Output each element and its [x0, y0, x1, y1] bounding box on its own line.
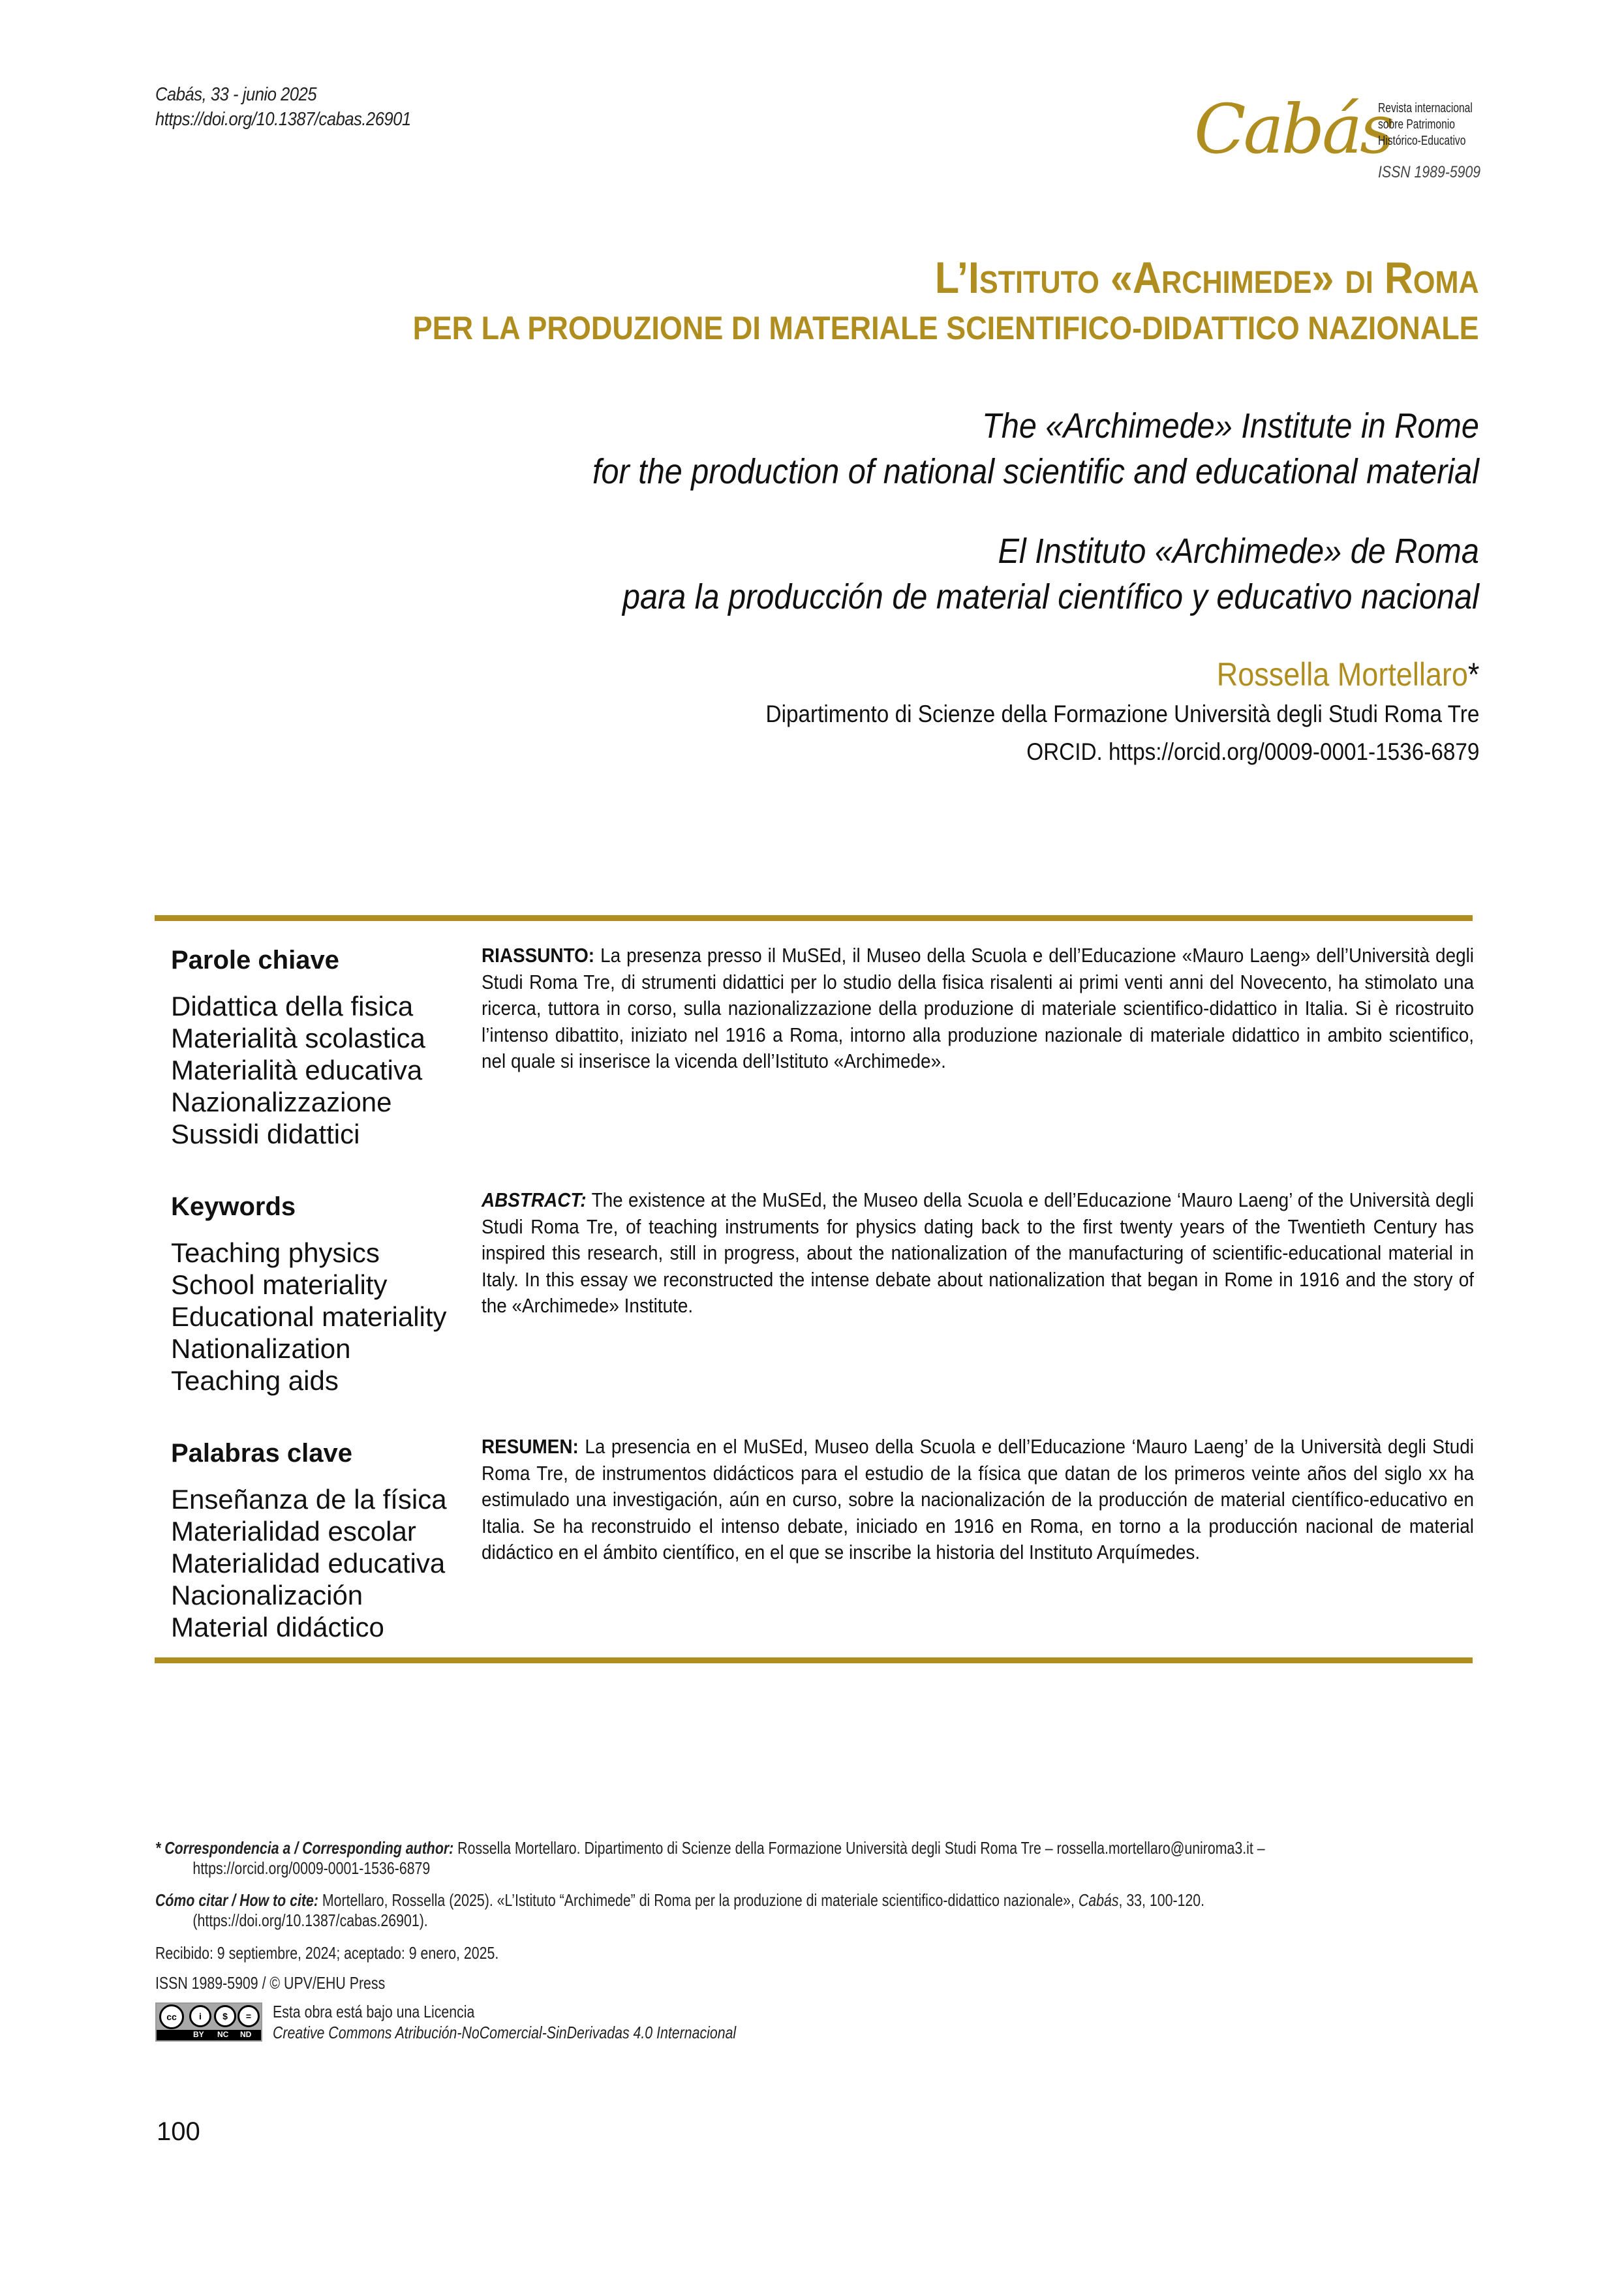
logo-issn: ISSN 1989-5909	[1378, 163, 1481, 181]
cite-tail: , 33, 100-120.	[1118, 1890, 1205, 1910]
abstract-spanish	[482, 1434, 1473, 1566]
cc-icon: cc	[159, 2004, 184, 2029]
author-name	[765, 654, 1479, 695]
keywords-heading: Parole chiave	[171, 946, 339, 974]
keyword: Teaching physics	[171, 1237, 380, 1268]
title-main: L’Istituto «Archimede» di Roma	[935, 253, 1479, 303]
journal-issue: Cabás, 33 - junio 2025	[155, 84, 317, 105]
logo-tagline-line: sobre Patrimonio	[1378, 117, 1455, 132]
running-header	[155, 82, 411, 132]
keyword: Nationalization	[171, 1333, 351, 1364]
abstract-italian	[482, 943, 1473, 1075]
spanish-title-line: El Instituto «Archimede» de Roma	[998, 532, 1479, 571]
title-subtitle: PER LA PRODUZIONE DI MATERIALE SCIENTIFICO-DIDATTICO NAZIONALE	[412, 310, 1479, 346]
journal-logo	[1187, 90, 1494, 188]
keyword: Material didáctico	[171, 1612, 384, 1642]
correspondence-text: Rossella Mortellaro. Dipartimento di Scienze della Formazione Università degli Studi Roma Tre – rossella.mortellaro@uniroma3.it –	[457, 1838, 1265, 1858]
english-title	[494, 403, 1479, 494]
correspondence-orcid[interactable]: https://orcid.org/0009-0001-1536-6879	[192, 1858, 431, 1878]
author-orcid[interactable]: ORCID. https://orcid.org/0009-0001-1536-6879	[1026, 738, 1479, 765]
logo-tagline	[1378, 100, 1473, 149]
alternate-titles	[494, 403, 1479, 620]
cc-by-icon: i	[189, 2005, 211, 2027]
spanish-title-line: para la producción de material científico y educativo nacional	[622, 577, 1479, 616]
cc-nc-icon: $	[214, 2005, 236, 2027]
citation-note	[155, 1890, 1473, 1931]
received-dates: Recibido: 9 septiembre, 2024; aceptado: 9 enero, 2025.	[155, 1943, 499, 1963]
keywords-italian	[171, 944, 458, 1150]
abstract-label: RIASSUNTO:	[482, 944, 595, 967]
abstract-label: RESUMEN:	[482, 1435, 579, 1458]
keyword: Didattica della fisica	[171, 991, 414, 1021]
cc-by-label: BY	[193, 2030, 204, 2039]
keywords-english	[171, 1191, 458, 1397]
keyword: Educational materiality	[171, 1301, 447, 1332]
keywords-heading: Keywords	[171, 1192, 296, 1221]
keyword: Enseñanza de la física	[171, 1484, 447, 1515]
keyword: Nazionalizzazione	[171, 1087, 392, 1117]
keyword: Materialità educativa	[171, 1055, 423, 1085]
keyword: Nacionalización	[171, 1580, 363, 1610]
cc-nd-icon: =	[237, 2005, 260, 2027]
logo-tagline-line: Histórico-Educativo	[1378, 134, 1466, 148]
author-affiliation: Dipartimento di Scienze della Formazione Università degli Studi Roma Tre	[765, 701, 1479, 727]
author-footnote-marker[interactable]: *	[1467, 656, 1479, 693]
doi-link[interactable]: https://doi.org/10.1387/cabas.26901	[155, 109, 411, 130]
keyword: Teaching aids	[171, 1365, 339, 1396]
section-divider-top	[155, 915, 1473, 921]
logo-tagline-line: Revista internacional	[1378, 101, 1473, 115]
abstract-text: La presenza presso il MuSEd, il Museo della Scuola e dell’Educazione «Mauro Laeng» dell’Università degli Studi Roma Tre, di strumenti didattici per lo studio della fisica risalenti ai primi venti anni del Novecento, ha stimolato una ricerca, tuttora in corso, sulla nazionalizzazione della produzione di materiale scientifico-didattico in Italia. Si è ricostruito l’intenso dibattito, iniziato nel 1916 a Roma, intorno alla produzione nazionale di materiale didattico in ambito scientifico, nel quale si inserisce la vicenda dell’Istituto «Archimede».	[482, 944, 1474, 1072]
keyword: School materiality	[171, 1269, 388, 1300]
cite-journal: Cabás	[1078, 1890, 1119, 1910]
keyword: Sussidi didattici	[171, 1119, 360, 1149]
keywords-heading: Palabras clave	[171, 1439, 352, 1468]
correspondence-note	[155, 1838, 1473, 1879]
keywords-spanish	[171, 1438, 458, 1643]
cite-label: Cómo citar / How to cite:	[155, 1890, 318, 1910]
logo-wordmark: Cabás	[1194, 89, 1392, 169]
cc-license-badge[interactable]	[155, 2002, 262, 2042]
author-block	[686, 654, 1479, 771]
cite-text: Mortellaro, Rossella (2025). «L’Istituto “Archimede” di Roma per la produzione di materiale scientifico-didattico nazionale»,	[322, 1890, 1075, 1910]
spanish-title	[494, 528, 1479, 620]
license-line: Esta obra está bajo una Licencia	[273, 2002, 475, 2021]
correspondence-label: * Correspondencia a / Corresponding author:	[155, 1838, 454, 1858]
cite-doi[interactable]: (https://doi.org/10.1387/cabas.26901).	[192, 1911, 428, 1930]
cc-nc-label: NC	[217, 2030, 229, 2039]
cc-nd-label: ND	[240, 2030, 252, 2039]
keyword: Materialidad escolar	[171, 1516, 416, 1547]
license-link[interactable]: Creative Commons Atribución-NoComercial-SinDerivadas 4.0 Internacional	[273, 2023, 737, 2042]
license-text	[273, 2001, 736, 2043]
abstract-text: La presencia en el MuSEd, Museo della Scuola e dell’Educazione ‘Mauro Laeng’ de la Università degli Studi Roma Tre, de instrumentos didácticos para el estudio de la física que datan de los primeros veinte años del siglo xx ha estimulado una investigación, aún en curso, sobre la nacionalización de la producción de material científico-educativo en Italia. Se ha reconstruido el intenso debate, iniciado en 1916 en Roma, en torno a la producción nacional de material didáctico en el ámbito científico, en el que se inscribe la historia del Instituto Arquímedes.	[482, 1435, 1474, 1563]
section-divider-bottom	[155, 1657, 1473, 1663]
issn-press: ISSN 1989-5909 / © UPV/EHU Press	[155, 1973, 386, 1993]
keyword: Materialidad educativa	[171, 1548, 446, 1578]
keyword: Materialità scolastica	[171, 1023, 425, 1053]
abstract-text: The existence at the MuSEd, the Museo della Scuola e dell’Educazione ‘Mauro Laeng’ of the Università degli Studi Roma Tre, of teaching instruments for physics dating back to the first twenty years of the Twentieth Century has inspired this research, still in progress, about the nationalization of the manufacturing of scientific-educational material in Italy. In this essay we reconstructed the intense debate about nationalization that began in Rome in 1916 and the story of the «Archimede» Institute.	[482, 1188, 1475, 1317]
page-number: 100	[157, 2117, 200, 2146]
abstract-english	[482, 1187, 1473, 1320]
english-title-line: for the production of national scientific and educational material	[592, 452, 1479, 491]
article-title	[294, 252, 1479, 348]
author-name-text: Rossella Mortellaro	[1216, 656, 1468, 693]
english-title-line: The «Archimede» Institute in Rome	[982, 406, 1479, 446]
abstract-label: ABSTRACT:	[482, 1188, 587, 1211]
